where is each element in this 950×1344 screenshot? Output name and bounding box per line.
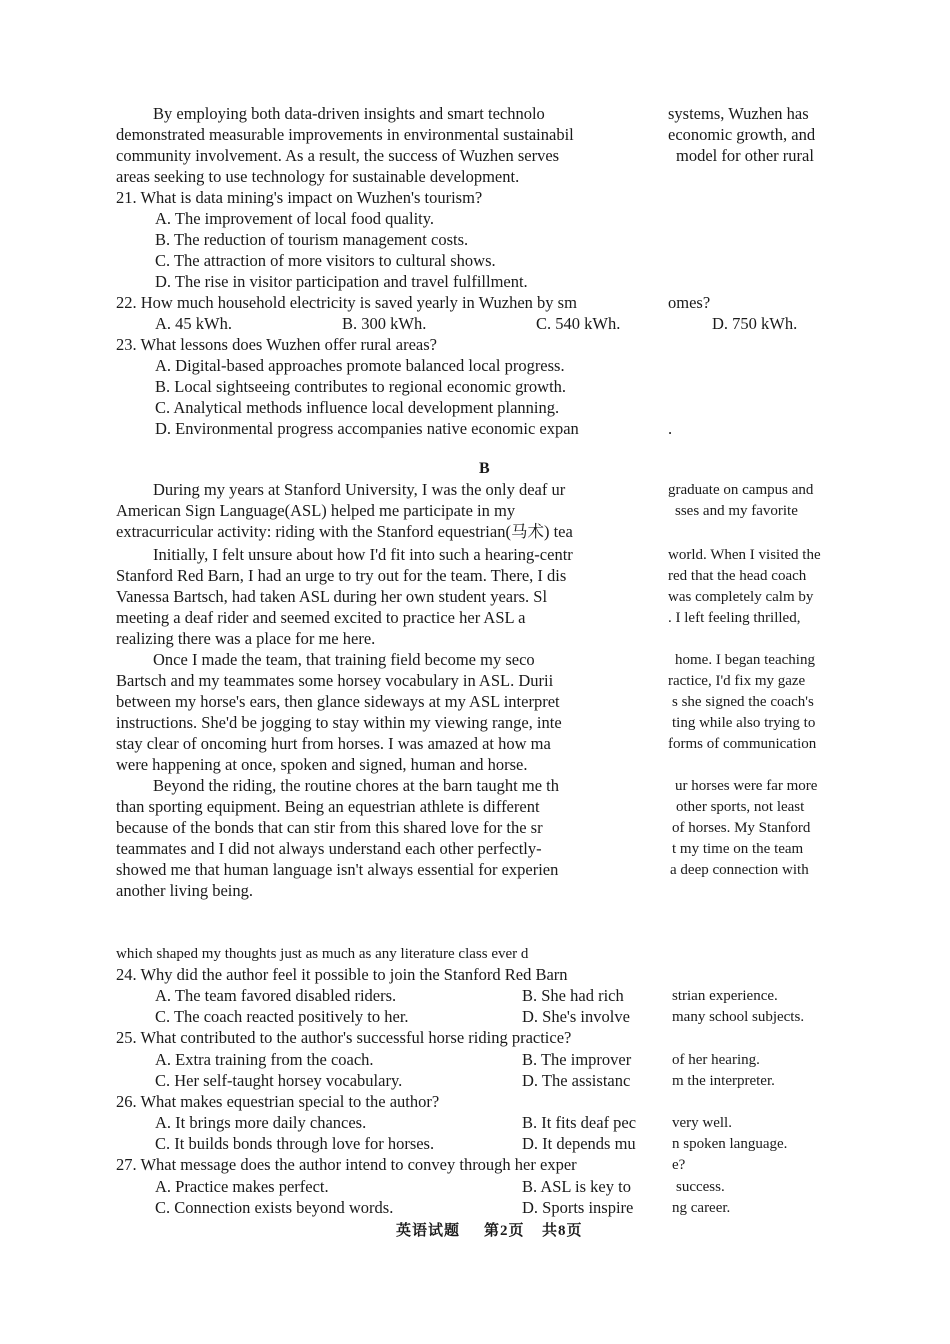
passage-line: Once I made the team, that training field become my seco [153,650,535,669]
passage-line-right: . I left feeling thrilled, [668,610,801,626]
answer-option: D. Sports inspire [522,1198,634,1217]
passage-line: Initially, I felt unsure about how I'd fit into such a hearing-centr [153,545,573,564]
passage-line-right: graduate on campus and [668,482,814,498]
passage-line: were happening at once, spoken and signed, human and horse. [116,755,528,774]
question-stem: 24. Why did the author feel it possible to join the Stanford Red Barn [116,965,568,984]
passage-line: stay clear of oncoming hurt from horses. I was amazed at how ma [116,734,551,753]
passage-line-right: red that the head coach [668,568,807,584]
question-stem: 22. How much household electricity is saved yearly in Wuzhen by sm [116,293,577,312]
answer-option: C. Her self-taught horsey vocabulary. [155,1071,403,1090]
answer-option: C. Connection exists beyond words. [155,1198,394,1217]
passage-line-right: ractice, I'd fix my gaze [668,673,806,689]
passage-line: realizing there was a place for me here. [116,629,376,648]
answer-option: A. Digital-based approaches promote balanced local progress. [155,356,565,375]
answer-option-tail: many school subjects. [672,1009,805,1025]
passage-line: another living being. [116,881,254,900]
answer-option-tail: of her hearing. [672,1052,760,1068]
answer-option: D. The assistanc [522,1071,631,1090]
answer-option-tail: m the interpreter. [672,1073,775,1089]
footer-subject: 英语试题 [396,1223,461,1239]
passage-line: meeting a deaf rider and seemed excited to practice her ASL a [116,608,526,627]
answer-option: A. The improvement of local food quality. [155,209,435,228]
passage-line-right: s she signed the coach's [672,694,814,710]
passage-line-right: ur horses were far more [675,778,818,794]
question-stem-tail: omes? [668,293,711,312]
answer-option-tail: . [668,419,673,438]
question-stem: 25. What contributed to the author's successful horse riding practice? [116,1028,572,1047]
passage-line: than sporting equipment. Being an equestrian athlete is different [116,797,540,816]
passage-line: American Sign Language(ASL) helped me participate in my [116,501,516,520]
passage-line: extracurricular activity: riding with the Stanford equestrian(马术) tea [116,522,573,541]
answer-option: C. The coach reacted positively to her. [155,1007,409,1026]
passage-line: Bartsch and my teammates some horsey vocabulary in ASL. Durii [116,671,554,690]
question-stem: 23. What lessons does Wuzhen offer rural areas? [116,335,437,354]
paragraph-line: community involvement. As a result, the success of Wuzhen serves [116,146,560,165]
answer-option: C. The attraction of more visitors to cultural shows. [155,251,496,270]
answer-option: A. 45 kWh. [155,314,232,333]
paragraph-line-right: systems, Wuzhen has [668,104,809,123]
answer-option: D. Environmental progress accompanies native economic expan [155,419,579,438]
paragraph-line: demonstrated measurable improvements in environmental sustainabil [116,125,574,144]
paragraph-line-right: model for other rural [676,146,814,165]
answer-option: A. Practice makes perfect. [155,1177,329,1196]
passage-line: Vanessa Bartsch, had taken ASL during her own student years. Sl [116,587,548,606]
passage-line: During my years at Stanford University, I was the only deaf ur [153,480,566,499]
footer-total-pages: 共8页 [542,1223,583,1239]
passage-line-right: world. When I visited the [668,547,821,563]
answer-option: D. It depends mu [522,1134,636,1153]
answer-option: C. Analytical methods influence local development planning. [155,398,560,417]
answer-option-tail: n spoken language. [672,1136,788,1152]
answer-option: C. 540 kWh. [536,314,621,333]
answer-option: B. She had rich [522,986,624,1005]
answer-option: B. Local sightseeing contributes to regional economic growth. [155,377,567,396]
passage-line: teammates and I did not always understand each other perfectly- [116,839,542,858]
passage-line-right: other sports, not least [676,799,805,815]
question-stem: 27. What message does the author intend to convey through her exper [116,1155,577,1174]
passage-line-right: a deep connection with [670,862,809,878]
passage-line: showed me that human language isn't always essential for experien [116,860,559,879]
passage-line: because of the bonds that can stir from this shared love for the sr [116,818,543,837]
answer-option: B. ASL is key to [522,1177,631,1196]
answer-option: A. The team favored disabled riders. [155,986,397,1005]
answer-option: B. The improver [522,1050,632,1069]
answer-option: A. Extra training from the coach. [155,1050,374,1069]
passage-line-right: of horses. My Stanford [672,820,811,836]
answer-option-tail: ng career. [672,1200,731,1216]
paragraph-line: areas seeking to use technology for sustainable development. [116,167,520,186]
passage-line: between my horse's ears, then glance sideways at my ASL interpret [116,692,560,711]
answer-option: D. The rise in visitor participation and travel fulfillment. [155,272,528,291]
answer-option-tail: strian experience. [672,988,778,1004]
passage-line: Beyond the riding, the routine chores at the barn taught me th [153,776,559,795]
answer-option: C. It builds bonds through love for horses. [155,1134,435,1153]
question-stem: 26. What makes equestrian special to the author? [116,1092,440,1111]
paragraph-line: By employing both data-driven insights and smart technolo [153,104,545,123]
answer-option: B. It fits deaf pec [522,1113,637,1132]
passage-line: instructions. She'd be jogging to stay within my viewing range, inte [116,713,562,732]
question-stem: 21. What is data mining's impact on Wuzhen's tourism? [116,188,483,207]
footer-page-number: 第2页 [484,1223,525,1239]
answer-option: A. It brings more daily chances. [155,1113,367,1132]
answer-option-tail: very well. [672,1115,732,1131]
passage-line-right: was completely calm by [668,589,814,605]
passage-line-right: forms of communication [668,736,817,752]
answer-option: D. She's involve [522,1007,630,1026]
passage-line: Stanford Red Barn, I had an urge to try out for the team. There, I dis [116,566,567,585]
passage-line-right: home. I began teaching [675,652,815,668]
passage-line-right: t my time on the team [672,841,804,857]
question-stem-tail: e? [672,1157,686,1173]
answer-option: D. 750 kWh. [712,314,798,333]
answer-option-tail: success. [676,1179,725,1195]
section-b-heading: B [479,460,490,477]
passage-line: which shaped my thoughts just as much as any literature class ever d [116,946,529,962]
answer-option: B. 300 kWh. [342,314,427,333]
passage-line-right: sses and my favorite [675,503,798,519]
answer-option: B. The reduction of tourism management costs. [155,230,469,249]
passage-line-right: ting while also trying to [672,715,816,731]
paragraph-line-right: economic growth, and [668,125,816,144]
